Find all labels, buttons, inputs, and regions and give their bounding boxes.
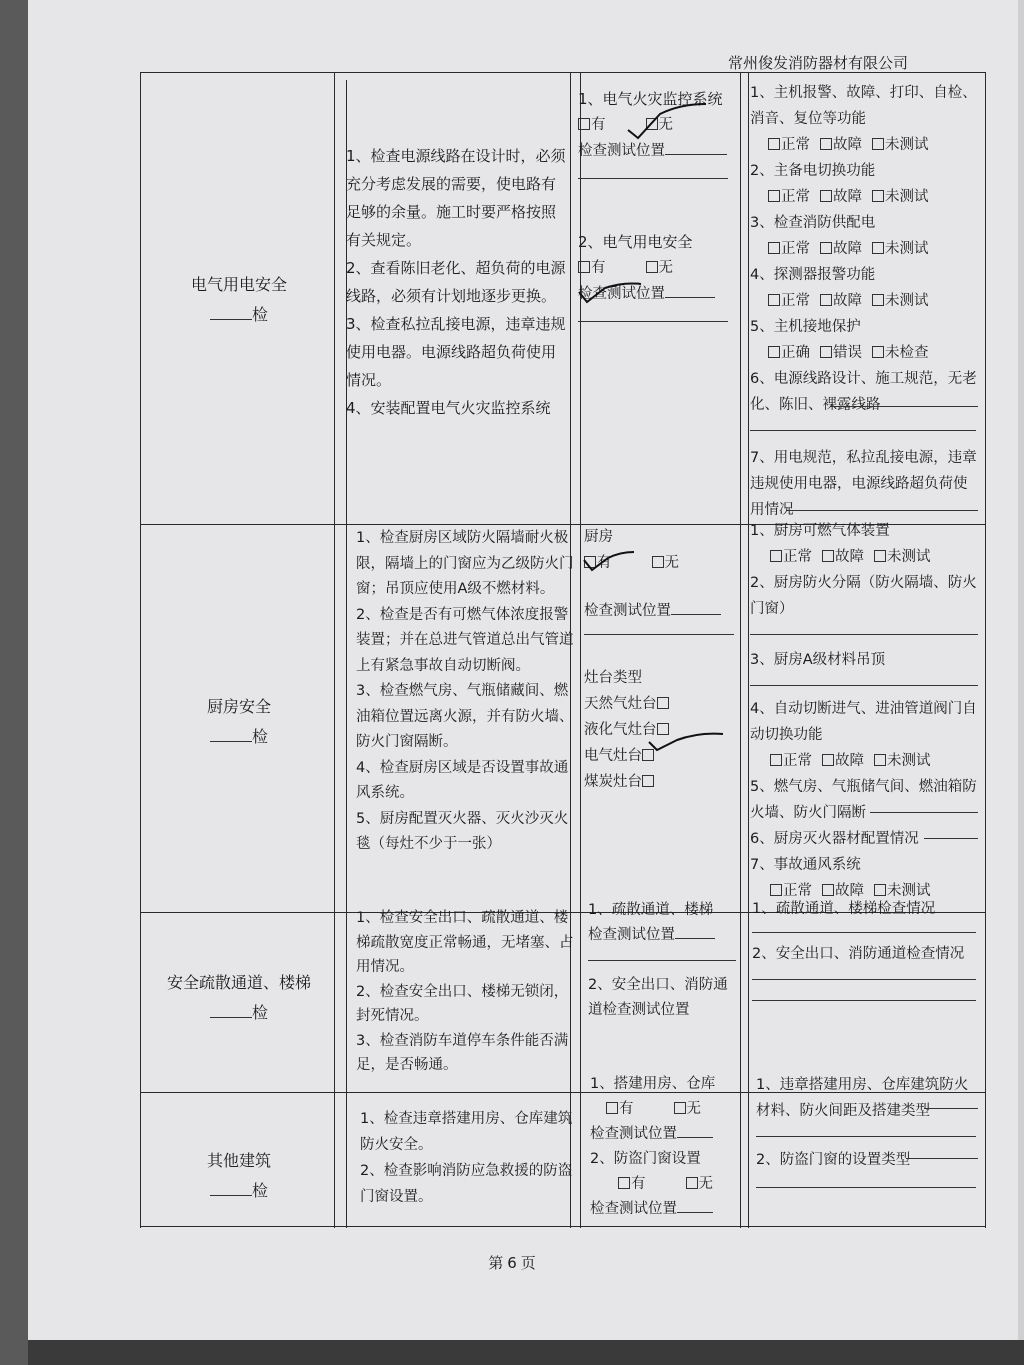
row-title-electrical: 电气用电安全 检 — [190, 275, 287, 324]
checkmark-icon — [645, 726, 725, 756]
results-kitchen: 1、厨房可燃气体装置 正常 故障 未测试 2、厨房防火分隔（防火隔墙、防火门窗） 3、厨房A级材料吊顶 4、自动切断进气、进油管道阀门自动切换功能 正常 故障 未测试 5、燃气房、气瓶储气间、燃油箱防火墙、防火门隔断 6、厨房灭火器材配置情况 7、事故通风系统 正常 故障 未测试 — [750, 523, 977, 899]
list-item: 3、检查消防车道停车条件能否满足，是否畅通。 — [356, 1032, 569, 1073]
checkbox-no[interactable] — [674, 1102, 686, 1114]
inspection-items-evacuation — [356, 906, 576, 1078]
results-other-buildings: 1、违章搭建用房、仓库建筑防火材料、防火间距及搭建类型 2、防盗门窗的设置类型 — [756, 1072, 978, 1188]
list-item: 3、检查燃气房、气瓶储藏间、燃油箱位置远离火源，并有防火墙、防火门窗隔断。 — [356, 683, 574, 750]
checkbox-yes[interactable] — [618, 1177, 630, 1189]
existence-other-buildings: 1、搭建用房、仓库 有 无 检查测试位置 2、防盗门窗设置 有 无 检查测试位置 — [590, 1076, 716, 1217]
checkmark-icon — [575, 276, 645, 306]
list-item: 3、检查私拉乱接电源，违章违规使用电器。电源线路超负荷使用情况。 — [346, 315, 566, 389]
existence-kitchen: 厨房 有 无 检查测试位置 灶台类型 天然气灶台 液化气灶台 电气灶台 煤炭灶台 — [584, 524, 740, 795]
checkbox-no[interactable] — [652, 556, 664, 568]
checkbox[interactable] — [642, 775, 654, 787]
checkbox[interactable] — [657, 697, 669, 709]
inspection-items-electrical — [346, 142, 568, 422]
list-item: 2、检查是否有可燃气体浓度报警装置；并在总进气管道总出气管道上有紧急事故自动切断阀。 — [356, 606, 574, 674]
checkbox-yes[interactable] — [578, 118, 590, 130]
checkbox-yes[interactable] — [606, 1102, 618, 1114]
row-title-evacuation: 安全疏散通道、楼梯 检 — [166, 973, 311, 1022]
list-item: 1、检查违章搭建用房、仓库建筑防火安全。 — [360, 1111, 573, 1153]
row-title-other-buildings: 其他建筑 检 — [206, 1151, 271, 1200]
results-electrical: 1、主机报警、故障、打印、自检、消音、复位等功能 正常 故障 未测试 2、主备电切换功能 正常 故障 未测试 3、检查消防供配电 正常 故障 未测试 4、探测器报警功能 正常 故障 未测试 5、主机接地保护 正确 错误 未检查 6、电源线路设计、施工规范，无老化、陈旧、裸露线路 7、用电规范，私拉乱接电源，违章违规使用电器，电源线路超负荷使用情况 — [750, 85, 977, 518]
list-item: 4、检查厨房区域是否设置事故通风系统。 — [356, 759, 569, 801]
list-item: 4、安装配置电气火灾监控系统 — [346, 399, 551, 417]
inspection-items-other-buildings — [360, 1106, 580, 1210]
company-name: 常州俊发消防器材有限公司 — [728, 54, 909, 72]
list-item: 2、检查安全出口、楼梯无锁闭，封死情况。 — [356, 983, 569, 1024]
checkmark-icon — [620, 100, 710, 140]
row-title-kitchen: 厨房安全 检 — [206, 697, 271, 746]
page-number: 第 6 页 — [488, 1254, 536, 1272]
inspection-items-kitchen — [356, 526, 576, 858]
list-item: 1、检查安全出口、疏散通道、楼梯疏散宽度正常畅通，无堵塞、占用情况。 — [356, 910, 574, 975]
existence-evacuation: 1、疏散通道、楼梯 检查测试位置 2、安全出口、消防通道检查测试位置 — [588, 898, 740, 1023]
checkbox-no[interactable] — [686, 1177, 698, 1189]
binding-edge — [0, 0, 28, 1365]
results-evacuation: 1、疏散通道、楼梯检查情况 2、安全出口、消防通道检查情况 — [752, 896, 978, 1001]
checkbox-yes[interactable] — [578, 261, 590, 273]
checkmark-icon — [580, 546, 636, 576]
list-item: 2、查看陈旧老化、超负荷的电源线路，必须有计划地逐步更换。 — [346, 259, 566, 305]
list-item: 5、厨房配置灭火器、灭火沙灭火毯（每灶不少于一张） — [356, 810, 569, 852]
list-item: 1、检查电源线路在设计时，必须充分考虑发展的需要，使电路有足够的余量。施工时要严格按照有关规定。 — [346, 147, 566, 249]
checkbox-no[interactable] — [646, 261, 658, 273]
list-item: 1、检查厨房区域防火隔墙耐火极限，隔墙上的门窗应为乙级防火门窗；吊顶应使用A级不燃材料。 — [356, 530, 574, 597]
list-item: 2、检查影响消防应急救援的防盗门窗设置。 — [360, 1163, 573, 1205]
existence-electrical: 1、电气火灾监控系统 有 无 检查测试位置 2、电气用电安全 有 无 检查测试位置 — [578, 86, 738, 322]
